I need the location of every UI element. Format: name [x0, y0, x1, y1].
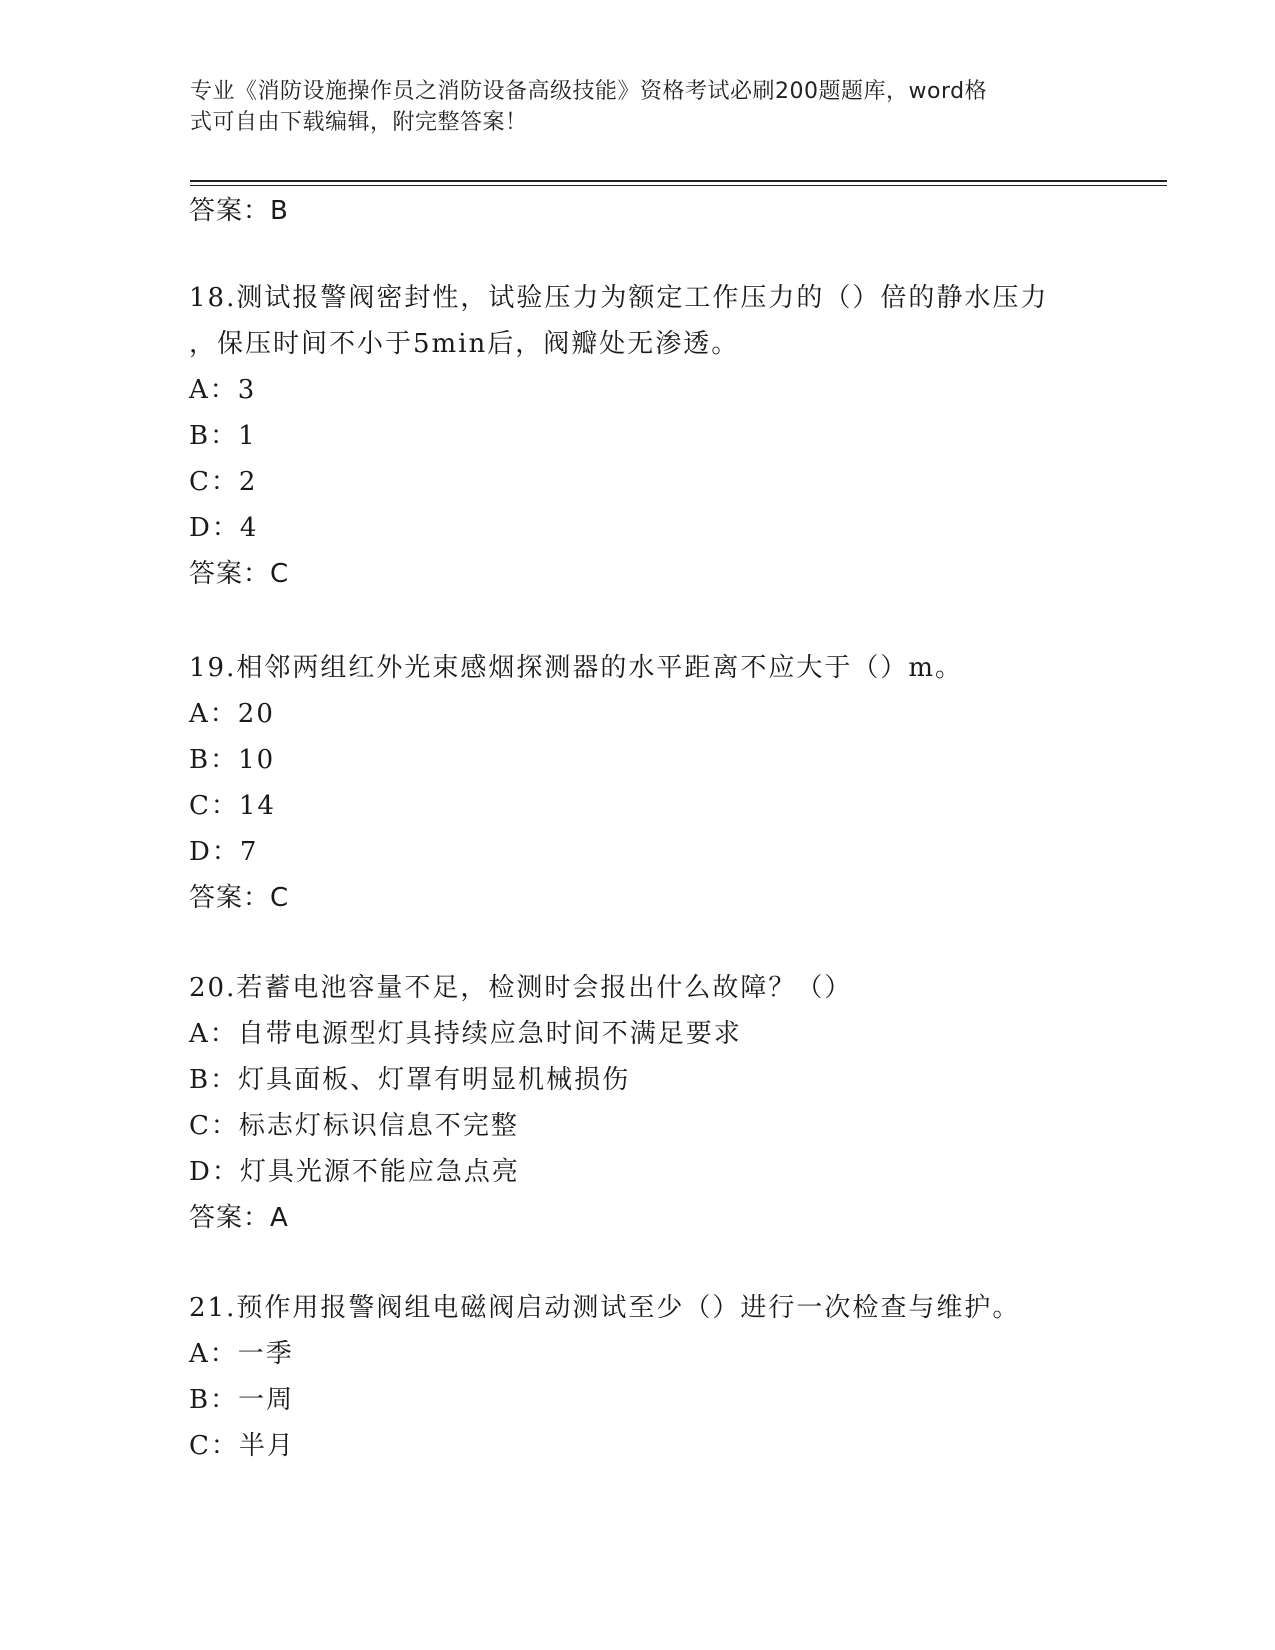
option-a: A：3	[189, 375, 257, 405]
question-stem: 20.若蓄电池容量不足，检测时会报出什么故障？（）	[189, 973, 853, 1003]
option-b: B：1	[189, 421, 257, 451]
document-header	[190, 76, 1070, 138]
option-b: B：10	[189, 745, 276, 775]
answer-label: 答案：A	[189, 1203, 289, 1233]
option-c: C：标志灯标识信息不完整	[189, 1111, 519, 1141]
question-stem: 21.预作用报警阀组电磁阀启动测试至少（）进行一次检查与维护。	[189, 1293, 1021, 1323]
option-a: A：20	[189, 699, 275, 729]
question-18	[189, 275, 1048, 597]
option-c: C：14	[189, 791, 276, 821]
question-21	[189, 1285, 1020, 1469]
option-a: A：一季	[189, 1339, 294, 1369]
answer-label: 答案：B	[189, 196, 289, 226]
answer-label: 答案：C	[189, 559, 290, 589]
previous-answer-block	[189, 188, 289, 234]
header-divider	[190, 180, 1167, 182]
question-stem: 19.相邻两组红外光束感烟探测器的水平距离不应大于（）m。	[189, 653, 964, 683]
option-c: C：2	[189, 467, 258, 497]
option-b: B：灯具面板、灯罩有明显机械损伤	[189, 1065, 631, 1095]
header-divider-thin	[190, 185, 1167, 186]
header-line-1: 专业《消防设施操作员之消防设备高级技能》资格考试必刷200题题库，word格	[190, 79, 988, 104]
option-d: D：7	[189, 837, 259, 867]
question-stem-continued: ，保压时间不小于5min后，阀瓣处无渗透。	[189, 329, 740, 359]
header-line-2: 式可自由下载编辑，附完整答案！	[190, 110, 528, 135]
option-a: A：自带电源型灯具持续应急时间不满足要求	[189, 1019, 742, 1049]
question-20	[189, 965, 852, 1241]
option-b: B：一周	[189, 1385, 295, 1415]
question-stem: 18.测试报警阀密封性，试验压力为额定工作压力的（）倍的静水压力	[189, 283, 1049, 313]
option-d: D：灯具光源不能应急点亮	[189, 1157, 520, 1187]
option-d: D：4	[189, 513, 259, 543]
question-19	[189, 645, 963, 921]
option-c: C：半月	[189, 1431, 295, 1461]
answer-label: 答案：C	[189, 883, 290, 913]
